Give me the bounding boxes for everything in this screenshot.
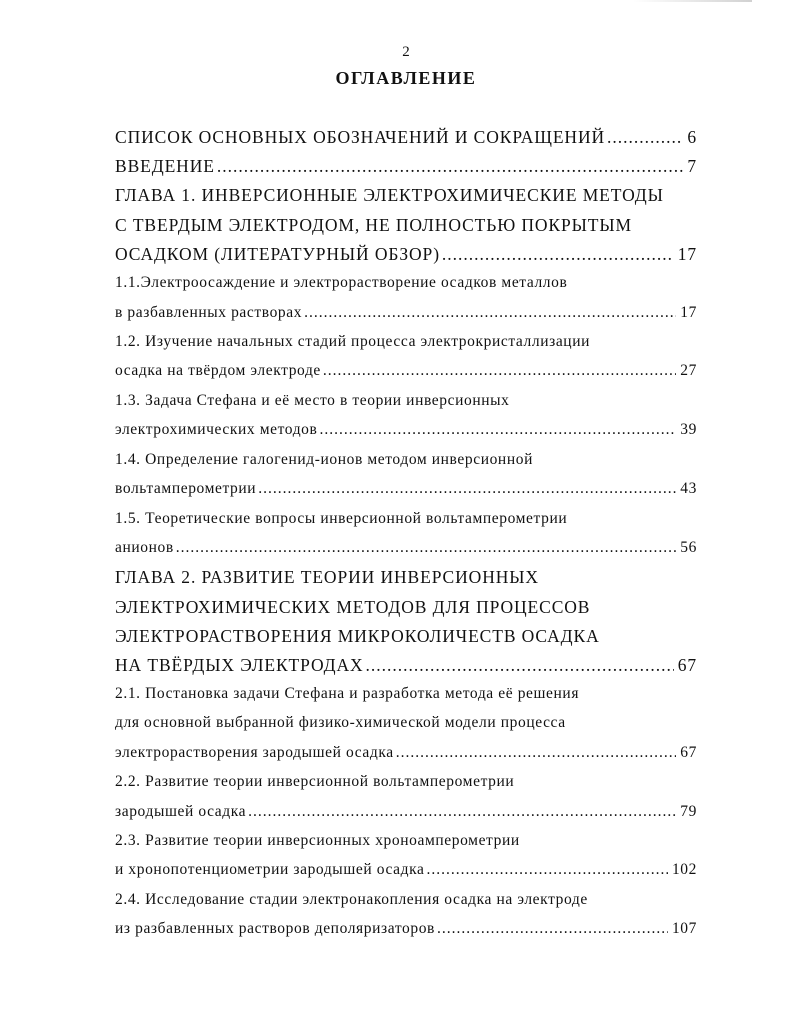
toc-page-number: 17 — [680, 304, 697, 321]
toc-entry-text: СПИСОК ОСНОВНЫХ ОБОЗНАЧЕНИЙ И СОКРАЩЕНИЙ — [115, 127, 606, 147]
toc-entry-chapter-2-end[interactable] — [115, 655, 697, 676]
toc-entry-section-2-1-end[interactable] — [115, 744, 697, 762]
toc-entry-section-1-3-end[interactable] — [115, 421, 697, 439]
toc-entry-section-1-4[interactable] — [115, 451, 697, 469]
toc-entry-text: 1.1.Электроосаждение и электрорастворение осадков металлов — [115, 274, 568, 291]
toc-entry-section-1-5-end[interactable] — [115, 539, 697, 557]
toc-entry-text: 2.3. Развитие теории инверсионных хроноамперометрии — [115, 832, 520, 849]
toc-page-number: 27 — [680, 362, 697, 379]
toc-entry-text: из разбавленных растворов деполяризаторов — [115, 920, 435, 937]
toc-leader-dots — [437, 920, 668, 938]
toc-entry-section-2-3[interactable] — [115, 832, 697, 850]
toc-entry-chapter-1-end[interactable] — [115, 244, 697, 265]
toc-entry-text: вольтамперометрии — [115, 480, 257, 497]
toc-page-number: 102 — [671, 861, 697, 878]
toc-entry-text: 2.1. Постановка задачи Стефана и разработка метода её решения — [115, 685, 580, 702]
toc-entry-text: 2.4. Исследование стадии электронакопления осадка на электроде — [115, 891, 588, 908]
toc-entry-section-1-5[interactable] — [115, 510, 697, 528]
toc-entry-text: анионов — [115, 539, 174, 556]
toc-leader-dots — [366, 655, 674, 676]
toc-page-number: 67 — [680, 744, 697, 761]
toc-entry-text: и хронопотенциометрии зародышей осадка — [115, 861, 425, 878]
toc-entry-section-1-2[interactable] — [115, 333, 697, 351]
toc-leader-dots — [442, 244, 674, 265]
toc-entry-text: в разбавленных растворах — [115, 304, 303, 321]
toc-page-number: 56 — [680, 539, 697, 556]
toc-entry-text: 1.4. Определение галогенид-ионов методом инверсионной — [115, 451, 533, 468]
toc-page-number: 67 — [677, 655, 697, 675]
toc-entry-section-2-2[interactable] — [115, 773, 697, 791]
toc-entry-abbreviations[interactable] — [115, 127, 697, 148]
toc-leader-dots — [323, 362, 676, 380]
toc-entry-section-1-2-end[interactable] — [115, 362, 697, 380]
toc-entry-text: 2.2. Развитие теории инверсионной вольтамперометрии — [115, 773, 515, 790]
toc-leader-dots — [176, 539, 677, 557]
toc-entry-section-2-4-end[interactable] — [115, 920, 697, 938]
toc-entry-chapter-2[interactable] — [115, 567, 697, 588]
toc-entry-text: ГЛАВА 1. ИНВЕРСИОННЫЕ ЭЛЕКТРОХИМИЧЕСКИЕ МЕТОДЫ — [115, 185, 664, 205]
toc-title: ОГЛАВЛЕНИЕ — [335, 68, 477, 88]
toc-entry-section-1-4-end[interactable] — [115, 480, 697, 498]
toc-entry-section-1-1[interactable] — [115, 274, 697, 292]
toc-entry-section-2-2-end[interactable] — [115, 803, 697, 821]
toc-page-number: 7 — [687, 156, 697, 176]
toc-entry-chapter-2-cont-1[interactable] — [115, 597, 697, 618]
toc-entry-text: зародышей осадка — [115, 803, 247, 820]
toc-page-number: 79 — [680, 803, 697, 820]
toc-page-number: 17 — [677, 244, 697, 264]
toc-entry-text: ГЛАВА 2. РАЗВИТИЕ ТЕОРИИ ИНВЕРСИОННЫХ — [115, 567, 539, 587]
toc-leader-dots — [217, 156, 684, 177]
toc-entry-section-2-1[interactable] — [115, 685, 697, 703]
toc-entry-text: 1.2. Изучение начальных стадий процесса электрокристаллизации — [115, 333, 590, 350]
toc-page-number: 6 — [687, 127, 697, 147]
toc-entry-text: электрорастворения зародышей осадка — [115, 744, 394, 761]
toc-page-number: 107 — [671, 920, 697, 937]
toc-entry-section-2-1-cont[interactable] — [115, 714, 697, 732]
toc-leader-dots — [396, 744, 677, 762]
toc-leader-dots — [258, 480, 676, 498]
toc-leader-dots — [426, 861, 667, 879]
toc-page-number: 39 — [680, 421, 697, 438]
toc-entry-text: НА ТВЁРДЫХ ЭЛЕКТРОДАХ — [115, 655, 364, 675]
toc-entry-text: ВВЕДЕНИЕ — [115, 156, 215, 176]
toc-entry-text: электрохимических методов — [115, 421, 318, 438]
toc-entry-section-2-3-end[interactable] — [115, 861, 697, 879]
toc-leader-dots — [319, 421, 676, 439]
toc-entry-section-1-1-end[interactable] — [115, 304, 697, 322]
toc-entry-text: 1.3. Задача Стефана и её место в теории инверсионных — [115, 392, 510, 409]
toc-entry-chapter-2-cont-2[interactable] — [115, 626, 697, 647]
toc-entry-text: для основной выбранной физико-химической модели процесса — [115, 714, 566, 731]
toc-entry-section-1-3[interactable] — [115, 392, 697, 410]
toc-leader-dots — [607, 127, 683, 148]
toc-entry-text: ОСАДКОМ (ЛИТЕРАТУРНЫЙ ОБЗОР) — [115, 244, 440, 264]
toc-entry-chapter-1-cont[interactable] — [115, 215, 697, 236]
page-number: 2 — [402, 44, 410, 60]
toc-entry-chapter-1[interactable] — [115, 185, 697, 206]
toc-leader-dots — [304, 304, 676, 322]
toc-entry-section-2-4[interactable] — [115, 891, 697, 909]
toc-entry-text: осадка на твёрдом электроде — [115, 362, 321, 379]
toc-entry-text: ЭЛЕКТРОХИМИЧЕСКИХ МЕТОДОВ ДЛЯ ПРОЦЕССОВ — [115, 597, 591, 617]
toc-page-number: 43 — [680, 480, 697, 497]
toc-entry-text: С ТВЕРДЫМ ЭЛЕКТРОДОМ, НЕ ПОЛНОСТЬЮ ПОКРЫТЫМ — [115, 215, 633, 235]
scan-edge-mark — [632, 0, 752, 2]
toc-entry-text: 1.5. Теоретические вопросы инверсионной вольтамперометрии — [115, 510, 568, 527]
toc-entry-text: ЭЛЕКТРОРАСТВОРЕНИЯ МИКРОКОЛИЧЕСТВ ОСАДКА — [115, 626, 600, 646]
toc-leader-dots — [248, 803, 676, 821]
toc-entry-introduction[interactable] — [115, 156, 697, 177]
